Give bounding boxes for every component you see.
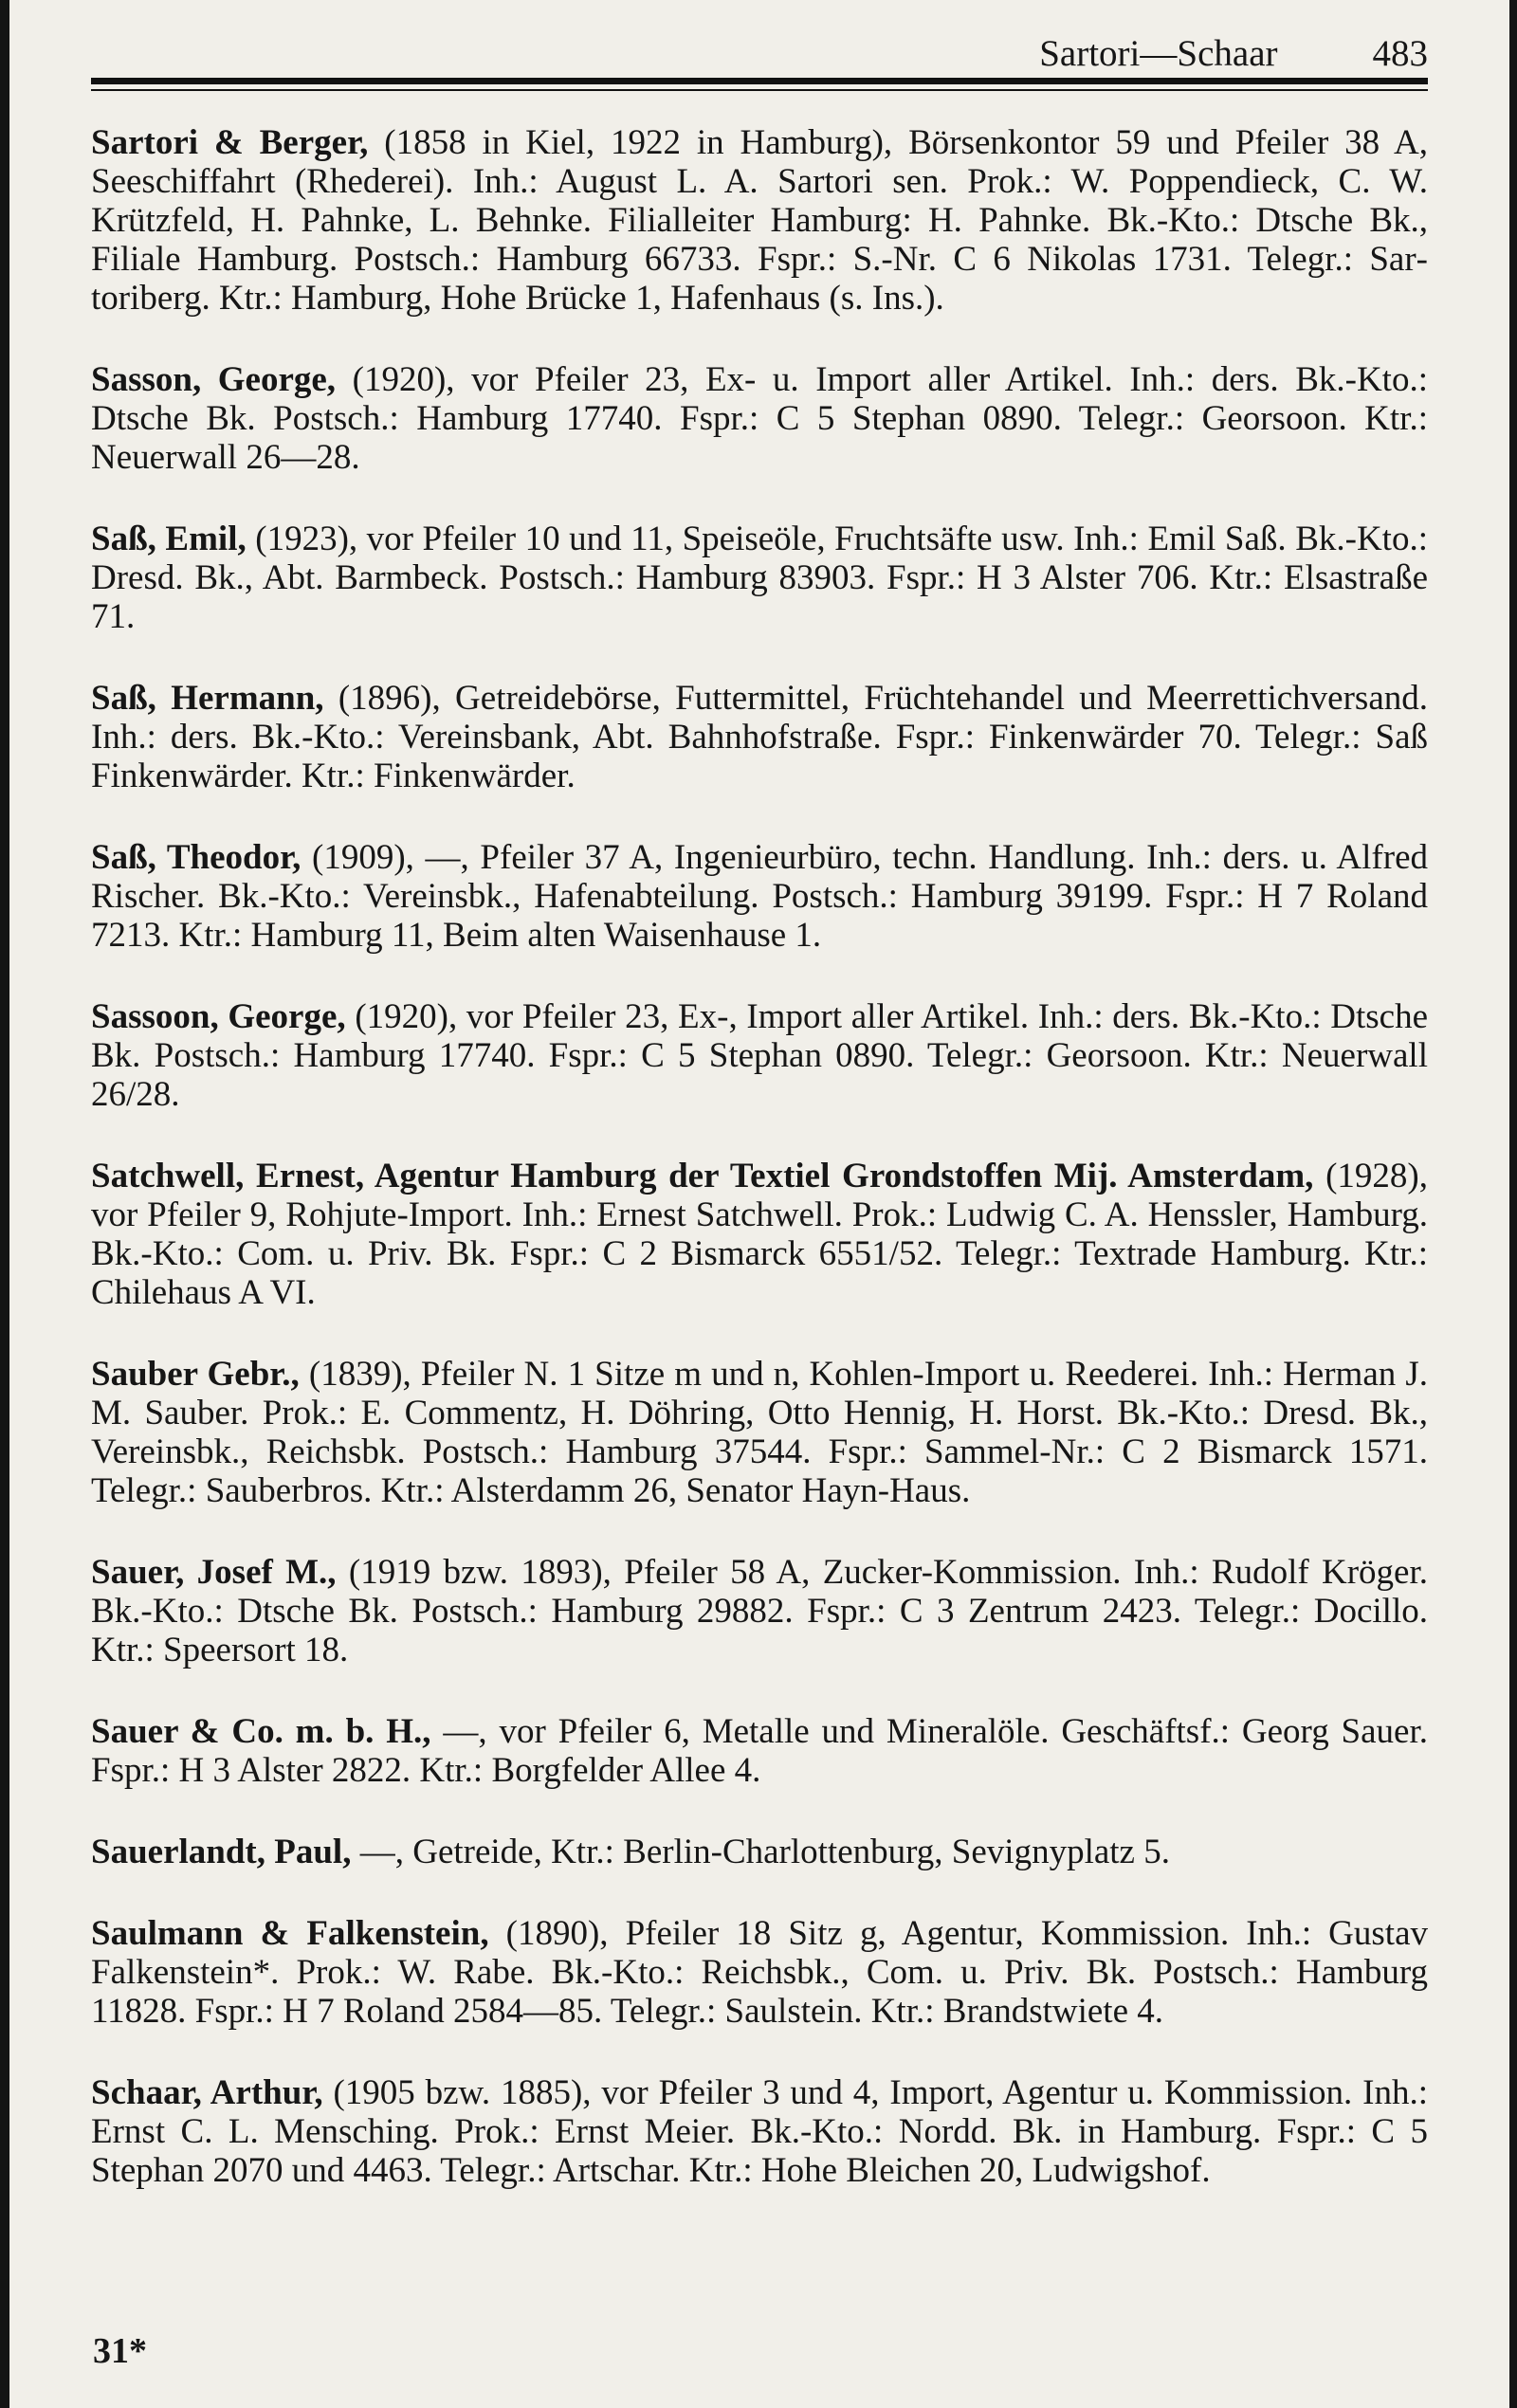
entry-text: (1890), Pfeiler 18 Sitz g, Agentur, Kommission. Inh.: Gustav Falkenstein*. Prok.: W. Rabe. Bk.-Kto.: Reichsbk., Com. u. Priv. Bk. Postsch.: Hamburg 11828. Fspr.: H 7 Roland 2584—85. Telegr.: Saulstein. Ktr.: Brandstwiete 4. xyxy=(91,1914,1428,2031)
page-number: 483 xyxy=(1372,33,1428,74)
entry-text: (1923), vor Pfeiler 10 und 11, Speiseöle, Fruchtsäfte usw. Inh.: Emil Saß. Bk.-Kto.: Dresd. Bk., Abt. Barmbeck. Postsch.: Hamburg 83903. Fspr.: H 3 Alster 706. Ktr.: Elsastraße 71. xyxy=(91,520,1428,636)
signature-mark: 31* xyxy=(93,2331,147,2371)
entries-list xyxy=(91,123,1428,2233)
entry-text: (1920), vor Pfeiler 23, Ex-, Import aller Artikel. Inh.: ders. Bk.-Kto.: Dtsche Bk. Postsch.: Hamburg 17740. Fspr.: C 5 Stephan 0890. Telegr.: Georsoon. Ktr.: Neuerwall 26/28. xyxy=(91,997,1428,1114)
entry-name: Saß, Emil, xyxy=(91,520,247,558)
entry-text: (1896), Getreidebörse, Futtermittel, Früchtehandel und Meerrettichversand. Inh.: ders. Bk.-Kto.: Vereinsbank, Abt. Bahnhofstraße. Fspr.: Finkenwärder 70. Telegr.: Saß Finkenwärder. Ktr.: Finkenwärder. xyxy=(91,679,1428,795)
entry-name: Sassoon, George, xyxy=(91,997,346,1036)
entry-name: Sauer & Co. m. b. H., xyxy=(91,1712,431,1751)
entry-text: (1928), vor Pfeiler 9, Rohjute-Import. Inh.: Ernest Satchwell. Prok.: Ludwig C. A. Henssler, Hamburg. Bk.-Kto.: Com. u. Priv. Bk. Fspr.: C 2 Bismarck 6551/52. Telegr.: Textrade Hamburg. Ktr.: Chilehaus A VI. xyxy=(91,1157,1428,1312)
entry-text: —, Getreide, Ktr.: Berlin-Charlottenburg, Sevignyplatz 5. xyxy=(351,1833,1170,1871)
header-rule-thin xyxy=(91,89,1428,91)
directory-page xyxy=(9,0,1509,2408)
running-title: Sartori—Schaar xyxy=(1039,33,1278,74)
entry-text: (1905 bzw. 1885), vor Pfeiler 3 und 4, Import, Agentur u. Kommission. Inh.: Ernst C. L. Mensching. Prok.: Ernst Meier. Bk.-Kto.: Nordd. Bk. in Hamburg. Fspr.: C 5 Stephan 2070 und 4463. Telegr.: Artschar. Ktr.: Hohe Bleichen 20, Ludwigshof. xyxy=(91,2073,1428,2190)
header-rule-thick xyxy=(91,78,1428,84)
entry-name: Saß, Hermann, xyxy=(91,679,324,718)
directory-entry xyxy=(91,360,1428,477)
directory-entry xyxy=(91,679,1428,795)
directory-entry xyxy=(91,2073,1428,2190)
directory-entry xyxy=(91,1355,1428,1510)
directory-entry xyxy=(91,1157,1428,1312)
entry-name: Sasson, George, xyxy=(91,360,337,399)
entry-name: Schaar, Arthur, xyxy=(91,2073,323,2112)
directory-entry xyxy=(91,838,1428,955)
directory-entry xyxy=(91,520,1428,636)
directory-entry xyxy=(91,997,1428,1114)
entry-text: (1909), —, Pfeiler 37 A, Ingenieurbüro, techn. Handlung. Inh.: ders. u. Alfred Rischer. Bk.-Kto.: Vereinsbk., Hafenabteilung. Postsch.: Hamburg 39199. Fspr.: H 7 Roland 7213. Ktr.: Hamburg 11, Beim alten Waisenhause 1. xyxy=(91,838,1428,955)
entry-text: (1920), vor Pfeiler 23, Ex- u. Import aller Artikel. Inh.: ders. Bk.-Kto.: Dtsche Bk. Postsch.: Hamburg 17740. Fspr.: C 5 Stephan 0890. Telegr.: Georsoon. Ktr.: Neuerwall 26—28. xyxy=(91,360,1428,477)
entry-text: —, vor Pfeiler 6, Metalle und Mineralöle. Geschäftsf.: Georg Sauer. Fspr.: H 3 Alster 2822. Ktr.: Borgfelder Allee 4. xyxy=(91,1712,1428,1790)
directory-entry xyxy=(91,1712,1428,1790)
directory-entry xyxy=(91,1914,1428,2031)
entry-text: (1919 bzw. 1893), Pfeiler 58 A, Zucker-Kommission. Inh.: Rudolf Kröger. Bk.-Kto.: Dtsche Bk. Postsch.: Hamburg 29882. Fspr.: C 3 Zentrum 2423. Telegr.: Docillo. Ktr.: Speersort 18. xyxy=(91,1553,1429,1669)
entry-text: (1858 in Kiel, 1922 in Hamburg), Börsenkontor 59 und Pfeiler 38 A, Seeschiffahrt (Rhederei). Inh.: August L. A. Sartori sen. Prok.: W. Poppendieck, C. W. Krützfeld, H. Pahnke, L. Behnke. Filialleiter Hamburg: H. Pahnke. Bk.-Kto.: Dtsche Bk., Filiale Hamburg. Postsch.: Hamburg 66733. Fspr.: S.-Nr. C 6 Nikolas 1731. Telegr.: Sartoriberg. Ktr.: Hamburg, Hohe Brücke 1, Hafenhaus (s. Ins.). xyxy=(91,123,1428,318)
directory-entry xyxy=(91,1553,1428,1669)
entry-name: Sartori & Berger, xyxy=(91,123,369,162)
entry-name: Sauerlandt, Paul, xyxy=(91,1833,352,1871)
entry-name: Sauer, Josef M., xyxy=(91,1553,337,1592)
directory-entry xyxy=(91,1833,1428,1871)
entry-name: Saulmann & Falkenstein, xyxy=(91,1914,489,1953)
entry-name: Saß, Theodor, xyxy=(91,838,302,877)
entry-name: Satchwell, Ernest, Agentur Hamburg der Textiel Grondstoffen Mij. Amsterdam, xyxy=(91,1157,1314,1195)
entry-text: (1839), Pfeiler N. 1 Sitze m und n, Kohlen-Import u. Reederei. Inh.: Herman J. M. Sauber. Prok.: E. Commentz, H. Döhring, Otto Hennig, H. Horst. Bk.-Kto.: Dresd. Bk., Vereinsbk., Reichsbk. Postsch.: Hamburg 37544. Fspr.: Sammel-Nr.: C 2 Bismarck 1571. Telegr.: Sauberbros. Ktr.: Alsterdamm 26, Senator Hayn-Haus. xyxy=(91,1355,1428,1510)
entry-name: Sauber Gebr., xyxy=(91,1355,300,1394)
directory-entry xyxy=(91,123,1428,318)
